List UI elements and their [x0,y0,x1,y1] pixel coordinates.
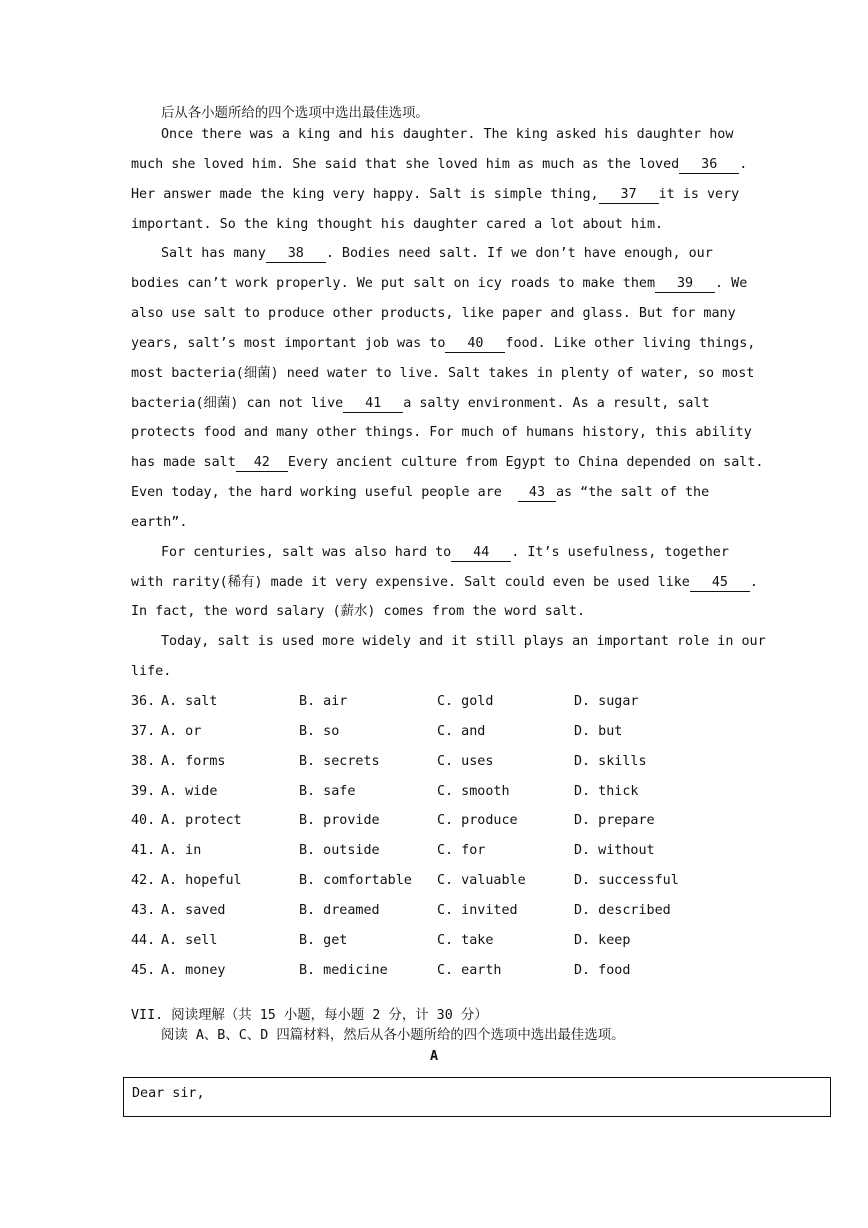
option-b: B. so [299,724,340,739]
option-c: C. for [437,843,486,858]
blank-45: 45 [690,575,750,592]
passage-line [161,544,729,562]
option-row [131,872,751,890]
option-c: C. uses [437,754,494,769]
passage-text: . It’s usefulness, together [511,545,729,560]
passage-line: Today, salt is used more widely and it still plays an important role in our [161,634,766,649]
passage-text: bodies can’t work properly. We put salt on icy roads to make them [131,276,656,291]
passage-line [131,186,739,204]
option-b: B. comfortable [299,873,412,888]
option-d: D. skills [574,754,647,769]
option-d: D. without [574,843,655,858]
question-number: 45. [131,963,156,978]
question-number: 37. [131,724,156,739]
option-c: C. valuable [437,873,526,888]
passage-line: important. So the king thought his daughter cared a lot about him. [131,217,664,232]
passage-text: . [739,157,748,172]
letter-box [123,1077,831,1117]
passage-line: life. [131,664,172,679]
option-c: C. smooth [437,784,510,799]
option-row [131,932,751,950]
option-d: D. thick [574,784,639,799]
passage-text: Even today, the hard working useful people are [131,485,518,500]
option-c: C. gold [437,694,494,709]
option-c: C. earth [437,963,502,978]
passage-text: . We [715,276,748,291]
option-b: B. secrets [299,754,380,769]
option-row [131,902,751,920]
passage-text: much she loved him. She said that she loved him as much as the loved [131,157,680,172]
option-row [131,753,751,771]
option-d: D. described [574,903,671,918]
passage-text: years, salt’s most important job was to [131,336,446,351]
option-a: A. hopeful [161,873,242,888]
option-a: A. protect [161,813,242,828]
blank-38: 38 [266,246,326,263]
option-a: A. money [161,963,226,978]
option-row [131,812,751,830]
passage-text: Her answer made the king very happy. Salt is simple thing, [131,187,599,202]
passage-line [131,574,758,592]
option-a: A. salt [161,694,218,709]
section-instruction: 阅读 A、B、C、D 四篇材料，然后从各小题所给的四个选项中选出最佳选项。 [161,1028,625,1043]
option-b: B. medicine [299,963,388,978]
option-a: A. wide [161,784,218,799]
section-heading: VII. 阅读理解（共 15 小题，每小题 2 分，计 30 分） [131,1008,488,1023]
option-c: C. and [437,724,486,739]
option-a: A. or [161,724,202,739]
passage-line [131,454,763,472]
passage-text: a salty environment. As a result, salt [403,396,710,411]
option-a: A. sell [161,933,218,948]
option-d: D. food [574,963,631,978]
blank-36: 36 [679,157,739,174]
blank-37: 37 [599,187,659,204]
passage-line: protects food and many other things. For much of humans history, this ability [131,425,752,440]
question-number: 38. [131,754,156,769]
question-number: 41. [131,843,156,858]
passage-text: bacteria(细菌) can not live [131,396,344,411]
option-b: B. get [299,933,348,948]
option-c: C. take [437,933,494,948]
option-b: B. dreamed [299,903,380,918]
option-row [131,783,751,801]
question-number: 44. [131,933,156,948]
question-number: 40. [131,813,156,828]
passage-line: earth”. [131,515,188,530]
passage-line [131,484,709,502]
blank-43: 43 [518,485,556,502]
question-number: 39. [131,784,156,799]
question-number: 36. [131,694,156,709]
option-d: D. but [574,724,623,739]
blank-44: 44 [451,545,511,562]
passage-line [131,395,710,413]
passage-line: most bacteria(细菌) need water to live. Salt takes in plenty of water, so most [131,366,755,381]
option-d: D. successful [574,873,679,888]
option-c: C. invited [437,903,518,918]
option-a: A. forms [161,754,226,769]
option-row [131,842,751,860]
passage-text: with rarity(稀有) made it very expensive. Salt could even be used like [131,575,690,590]
passage-line: Once there was a king and his daughter. The king asked his daughter how [161,127,734,142]
blank-40: 40 [445,336,505,353]
passage-text: . [749,575,758,590]
passage-line [161,245,713,263]
option-a: A. saved [161,903,226,918]
option-d: D. prepare [574,813,655,828]
instruction-line: 后从各小题所给的四个选项中选出最佳选项。 [161,106,429,121]
passage-line [131,275,747,293]
option-b: B. outside [299,843,380,858]
option-b: B. provide [299,813,380,828]
passage-text: Every ancient culture from Egypt to China depended on salt. [287,455,764,470]
option-d: D. keep [574,933,631,948]
passage-text: food. Like other living things, [505,336,756,351]
passage-line: also use salt to produce other products, like paper and glass. But for many [131,306,736,321]
passage-text: as “the salt of the [555,485,710,500]
passage-line [131,335,755,353]
passage-text: has made salt [131,455,236,470]
question-number: 43. [131,903,156,918]
option-row [131,962,751,980]
passage-line [131,156,747,174]
passage-text: Salt has many [161,246,266,261]
passage-text: it is very [658,187,740,202]
passage-text: . Bodies need salt. If we don’t have enough, our [325,246,713,261]
question-number: 42. [131,873,156,888]
blank-41: 41 [343,396,403,413]
blank-39: 39 [655,276,715,293]
option-c: C. produce [437,813,518,828]
passage-text: For centuries, salt was also hard to [161,545,452,560]
option-row [131,693,751,711]
letter-salutation: Dear sir, [132,1086,205,1101]
option-b: B. air [299,694,348,709]
part-label: A [429,1049,439,1064]
option-d: D. sugar [574,694,639,709]
option-a: A. in [161,843,202,858]
option-row [131,723,751,741]
passage-line: In fact, the word salary (薪水) comes from the word salt. [131,604,586,619]
blank-42: 42 [236,455,288,472]
option-b: B. safe [299,784,356,799]
